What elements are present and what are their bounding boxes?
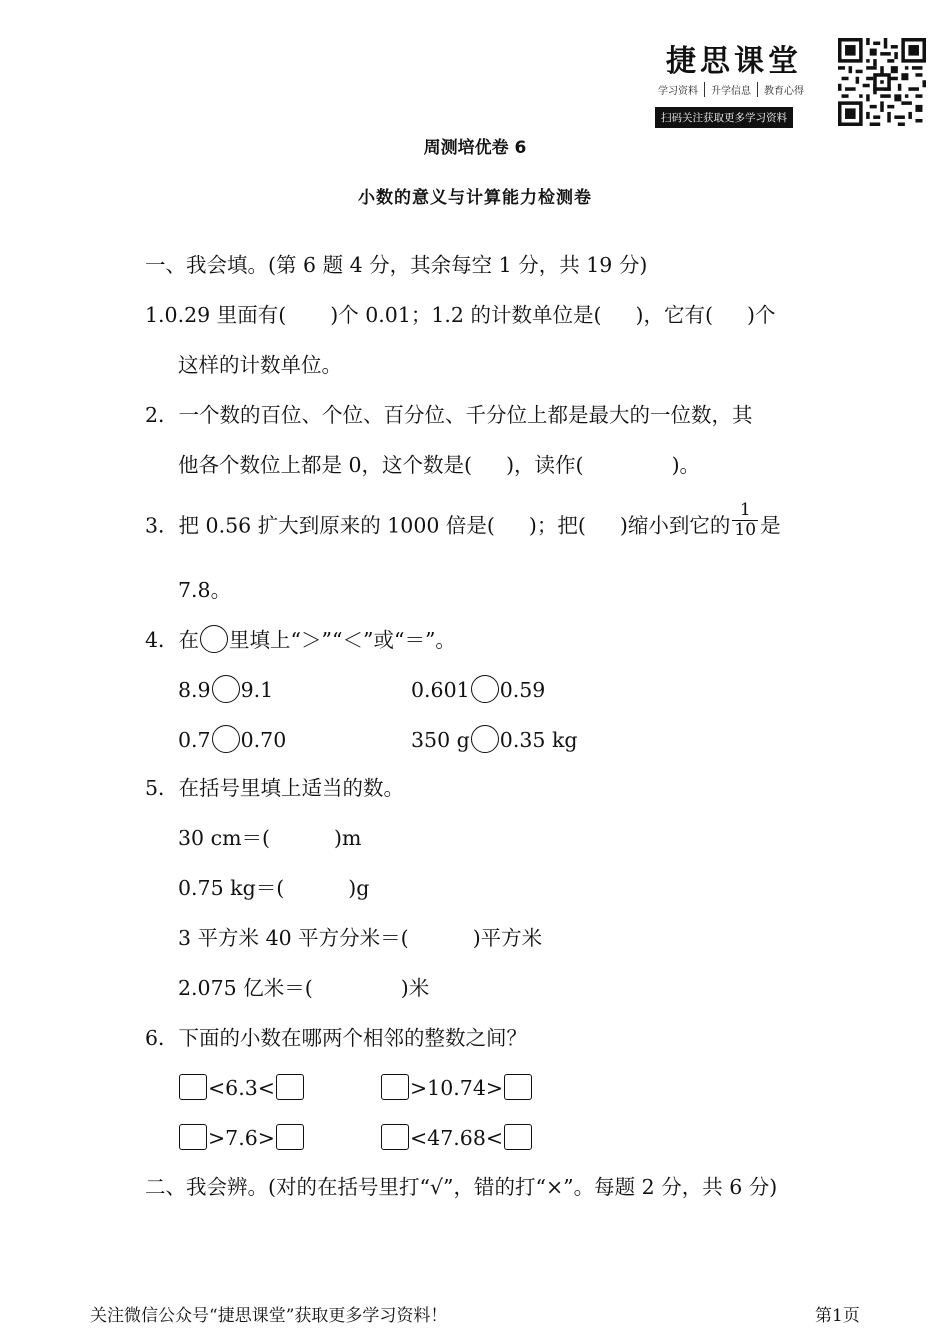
- question-3: [145, 500, 781, 540]
- q1-text-d: )个: [747, 303, 776, 327]
- q6-text: >7.6>: [208, 1126, 275, 1150]
- q2-text-a: 他各个数位上都是 0，这个数是(: [178, 453, 473, 477]
- q6-row2-right: [380, 1128, 533, 1150]
- q5-text: 0.75 kg＝(: [178, 876, 285, 900]
- q4-value: 0.70: [240, 728, 287, 752]
- section-heading: 一、我会填。(第 6 题 4 分，其余每空 1 分，共 19 分): [145, 253, 648, 277]
- q2-text-b: )，读作(: [506, 453, 584, 477]
- q2-text-c: )。: [671, 453, 701, 477]
- question-2-line2: [178, 455, 700, 476]
- answer-box[interactable]: [381, 1124, 409, 1150]
- q4-value: 8.9: [178, 678, 211, 702]
- q5-text: )米: [400, 976, 430, 1000]
- q5-row: [178, 878, 369, 899]
- q6-row1-right: [380, 1078, 533, 1100]
- question-2: 2．一个数的百位、个位、百分位、千分位上都是最大的一位数，其: [145, 403, 753, 427]
- q4-row1-left: [178, 680, 273, 703]
- question-3-line2: 7.8。: [178, 578, 232, 602]
- compare-circle-example: [200, 625, 228, 653]
- q4-value: 350 g: [411, 728, 470, 752]
- brand-tag: 教育心得: [764, 86, 804, 97]
- q6-text: >10.74>: [410, 1076, 504, 1100]
- question-5: 5．在括号里填上适当的数。: [145, 776, 405, 800]
- q3-text-c: )缩小到它的: [619, 513, 731, 538]
- compare-circle-input[interactable]: [212, 725, 240, 753]
- footer-note: 关注微信公众号“捷思课堂”获取更多学习资料！: [90, 1306, 448, 1326]
- q4-text-a: 4．在: [145, 628, 200, 652]
- question-1-line2: 这样的计数单位。: [178, 353, 342, 377]
- question-6: 6．下面的小数在哪两个相邻的整数之间？: [145, 1026, 528, 1050]
- q1-text-b: )个 0.01；1.2 的计数单位是(: [330, 303, 602, 327]
- q5-text: 2.075 亿米＝(: [178, 976, 313, 1000]
- brand-tag: 学习资料: [652, 82, 705, 97]
- page-number: 第1页: [815, 1306, 860, 1326]
- brand-scan-banner: 扫码关注获取更多学习资料: [655, 107, 793, 128]
- q5-text: 3 平方米 40 平方分米＝(: [178, 926, 409, 950]
- q4-value: 0.7: [178, 728, 211, 752]
- q4-value: 0.59: [499, 678, 546, 702]
- question-1: [145, 305, 776, 326]
- q4-row2-left: [178, 730, 286, 753]
- q5-row: [178, 928, 542, 949]
- q5-text: )m: [334, 826, 362, 850]
- q6-row1-left: [178, 1078, 305, 1100]
- q5-row: [178, 978, 429, 999]
- q1-text-a: 1.0.29 里面有(: [145, 303, 287, 327]
- compare-circle-input[interactable]: [212, 675, 240, 703]
- answer-box[interactable]: [504, 1124, 532, 1150]
- answer-box[interactable]: [276, 1124, 304, 1150]
- page-subtitle: 小数的意义与计算能力检测卷: [358, 188, 592, 208]
- q5-text: 30 cm＝(: [178, 826, 271, 850]
- brand-tag: 升学信息: [705, 82, 758, 97]
- q5-text: )g: [348, 876, 370, 900]
- fraction-numerator: 1: [732, 501, 758, 521]
- answer-box[interactable]: [504, 1074, 532, 1100]
- fraction-one-tenth: [732, 501, 758, 539]
- section-heading: 二、我会辨。(对的在括号里打“√”，错的打“×”。每题 2 分，共 6 分): [145, 1175, 778, 1199]
- q6-text: <47.68<: [410, 1126, 504, 1150]
- fraction-denominator: 10: [734, 519, 757, 540]
- answer-box[interactable]: [179, 1074, 207, 1100]
- q4-text-b: 里填上“＞”“＜”或“＝”。: [229, 628, 456, 652]
- q3-text-d: 是: [760, 513, 781, 538]
- q3-text-b: )；把(: [528, 513, 586, 538]
- q5-text: )平方米: [472, 926, 543, 950]
- answer-box[interactable]: [381, 1074, 409, 1100]
- q6-row2-left: [178, 1128, 305, 1150]
- compare-circle-input[interactable]: [471, 675, 499, 703]
- q3-text-a: 3．把 0.56 扩大到原来的 1000 倍是(: [145, 513, 495, 538]
- answer-box[interactable]: [276, 1074, 304, 1100]
- q4-row2-right: [411, 730, 578, 753]
- qr-code-icon[interactable]: [838, 38, 926, 126]
- q5-row: [178, 828, 361, 849]
- compare-circle-input[interactable]: [471, 725, 499, 753]
- q4-value: 0.601: [411, 678, 470, 702]
- q6-text: <6.3<: [208, 1076, 275, 1100]
- answer-box[interactable]: [179, 1124, 207, 1150]
- question-4: [145, 630, 456, 653]
- brand-tags: [652, 82, 810, 97]
- page-title: 周测培优卷 6: [423, 138, 527, 158]
- q4-row1-right: [411, 680, 545, 703]
- q4-value: 9.1: [240, 678, 274, 702]
- q1-text-c: )，它有(: [635, 303, 713, 327]
- brand-name: 捷思课堂: [666, 44, 802, 79]
- q4-value: 0.35 kg: [499, 728, 578, 752]
